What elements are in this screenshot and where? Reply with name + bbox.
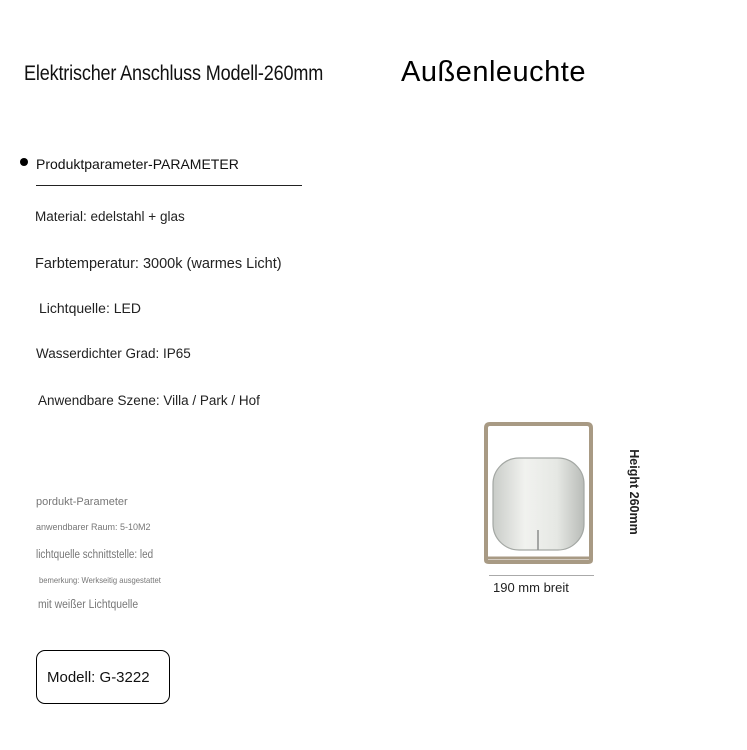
height-dimension-label: Height 260mm [627,449,641,535]
section-divider [36,185,302,186]
param-applicable-scene: Anwendbare Szene: Villa / Park / Hof [38,393,260,408]
section-title: Produktparameter-PARAMETER [36,156,239,172]
note-remark: bemerkung: Werkseitig ausgestattet [39,575,161,585]
param-waterproof-grade: Wasserdichter Grad: IP65 [36,346,191,361]
model-label: Modell: G-3222 [47,669,150,686]
lamp-product-image [470,412,610,572]
note-heading: pordukt-Parameter [36,496,128,508]
note-room: anwendbarer Raum: 5-10M2 [36,522,151,532]
note-light: mit weißer Lichtquelle [38,599,139,611]
param-material: Material: edelstahl + glas [35,209,185,224]
param-light-source: Lichtquelle: LED [39,300,141,316]
header-title: Elektrischer Anschluss Modell-260mm [24,62,324,85]
bullet-icon [20,158,28,166]
note-interface: lichtquelle schnittstelle: led [36,549,154,561]
width-dimension-line [489,575,594,576]
brand-title: Außenleuchte [401,56,586,88]
param-color-temperature: Farbtemperatur: 3000k (warmes Licht) [35,256,282,272]
width-dimension-label: 190 mm breit [493,580,569,595]
